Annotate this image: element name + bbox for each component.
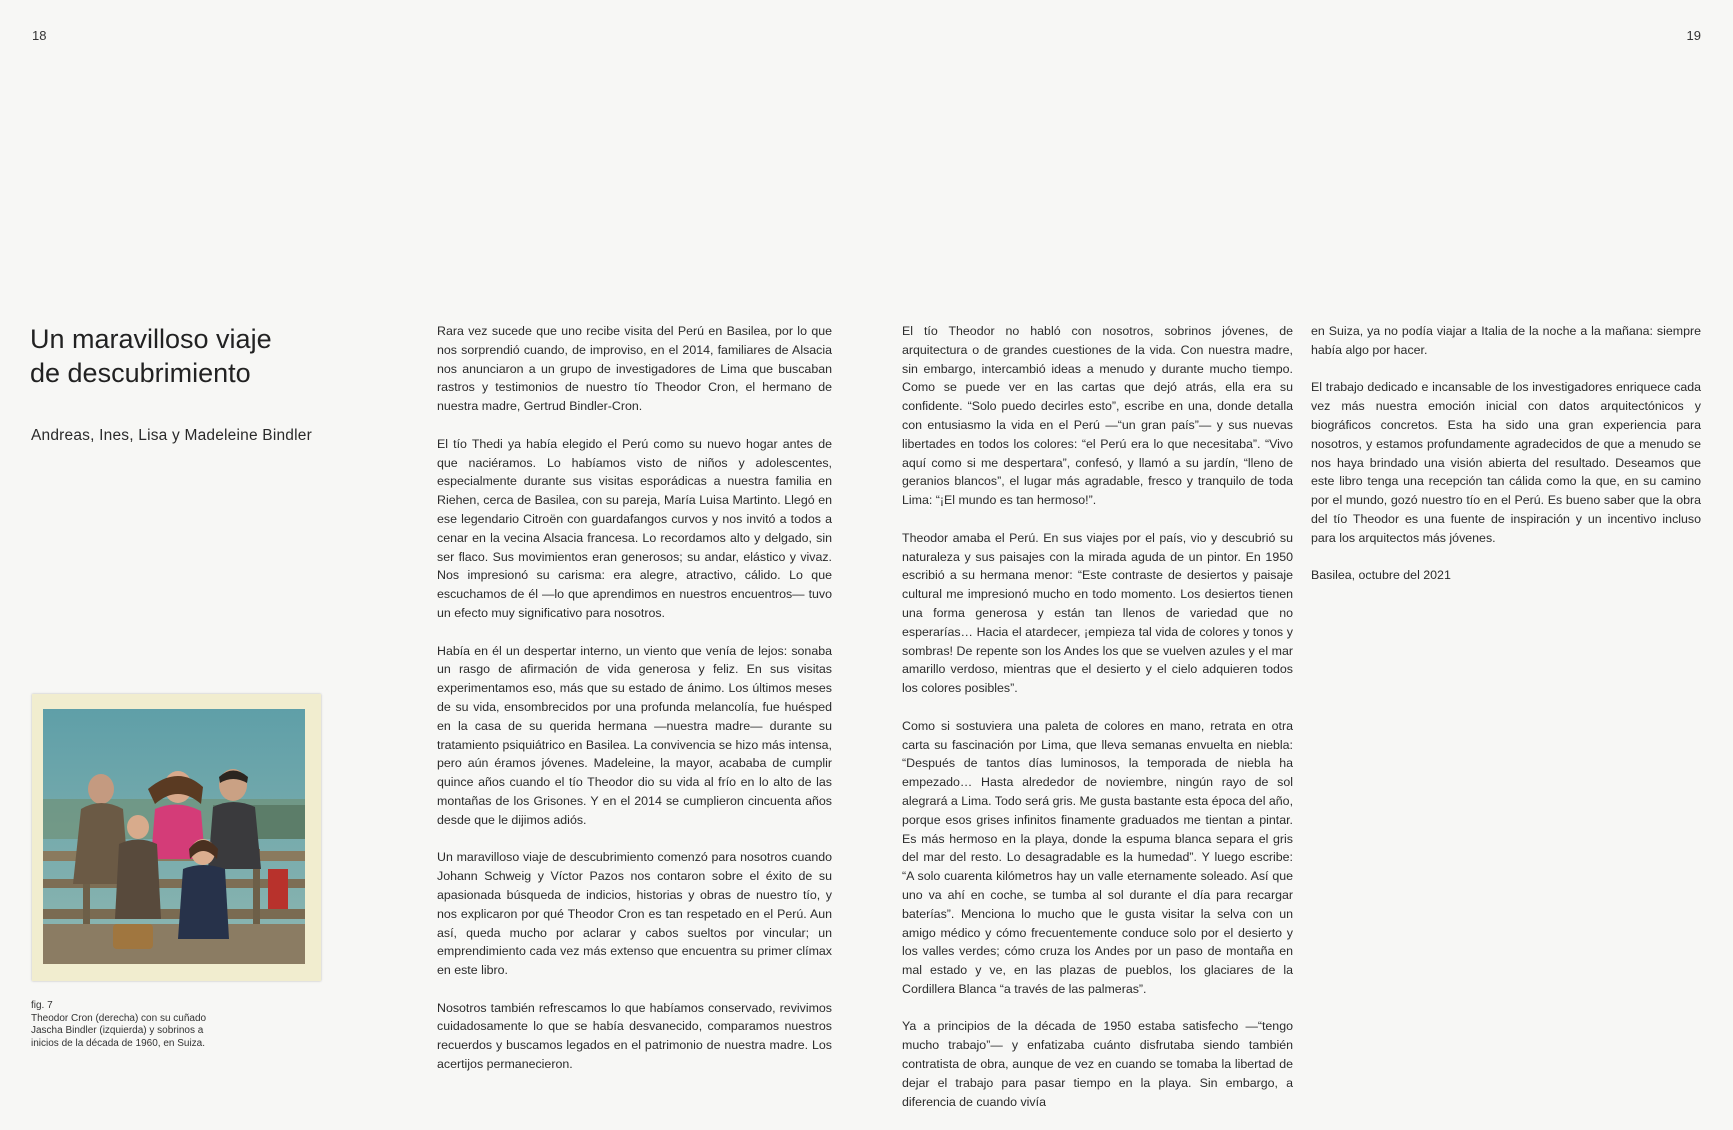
paragraph: Como si sostuviera una paleta de colores en mano, retrata en otra carta su fascinación por Lima, que lleva semanas envuelta en niebla: “Después de tantos días luminosos, la temporada de niebla ha empezado… Hasta alrededor de noviembre, ningún rayo de sol alegrará a Lima. Todo será gris. Me gusta bastante esta época del año, porque esos grises infinitos finamente graduados me tientan a pintar. Es más hermoso en la playa, donde la espuma blanca separa el gris del mar del resto. Lo desagradable es la humedad”. Y luego escribe: “A solo cuarenta kilómetros hay un valle eternamente soleado. Así que uno va ahí en coche, se tumba al sol durante el día para recargar baterías”. Menciona lo mucho que le gusta visitar la selva con un amigo médico y cómo frecuentemente conduce solo por el desierto y los valles verdes; cómo cruza los Andes por un paso de montaña en mal estado y ve, en las plazas de pueblos, los glaciares de la Cordillera Blanca “a través de las palmeras”. bbox=[902, 718, 1294, 996]
caption-line: Theodor Cron (derecha) con su cuñado bbox=[31, 1012, 207, 1024]
paragraph: El tío Thedi ya había elegido el Perú como su nuevo hogar antes de que naciéramos. Lo habíamos visto de niños y adolescentes, especialmente durante sus visitas esporádicas a nuestra familia en Riehen, cerca de Basilea, con su pareja, María Luisa Martinto. Llegó en ese legendario Citroën con guardafangos curvos y nos invitó a todos a cenar en la vecina Alsacia francesa. Lo recordamos alto y delgado, sin ser flaco. Sus movimientos eran generosos; su andar, elástico y vivaz. Nos impresionó su carisma: era alegre, atractivo, cálido. Lo que escuchamos de él —lo que aprendimos en nuestros encuentros— tuvo un efecto muy significativo para nosotros. bbox=[437, 436, 832, 620]
text-column-1 bbox=[437, 322, 832, 1093]
caption-line: inicios de la década de 1960, en Suiza. bbox=[31, 1037, 206, 1049]
text-column-2 bbox=[902, 322, 1293, 1130]
page-number-right: 19 bbox=[1686, 28, 1701, 43]
figure-label: fig. 7 bbox=[31, 1000, 53, 1011]
text-column-3 bbox=[1311, 322, 1701, 604]
paragraph: Ya a principios de la década de 1950 estaba satisfecho —“tengo mucho trabajo”— y enfatizaba cuánto disfrutaba siendo también contratista de obra, aunque de vez en cuando se tomaba la libertad de dejar el trabajo para pasar tiempo en la playa. Sin embargo, a diferencia de cuando vivía bbox=[902, 1019, 1293, 1109]
paragraph: Rara vez sucede que uno recibe visita del Perú en Basilea, por lo que nos sorprendió cuando, de improviso, en el 2014, familiares de Alsacia nos anunciaron a un grupo de investigadores de Lima que buscaban rastros y testimonios de nuestro tío Theodor Cron, el hermano de nuestra madre, Gertrud Bindler-Cron. bbox=[437, 324, 832, 414]
paragraph: en Suiza, ya no podía viajar a Italia de la noche a la mañana: siempre había algo por hacer. bbox=[1311, 324, 1701, 357]
authors: Andreas, Ines, Lisa y Madeleine Bindler bbox=[31, 427, 312, 444]
paragraph: El tío Theodor no habló con nosotros, sobrinos jóvenes, de arquitectura o de grandes cuestiones de la vida. Con nuestra madre, sin embargo, intercambió ideas a menudo y durante mucho tiempo. Como se puede ver en las cartas que dejó atrás, ella era su confidente. “Solo puedo decirles esto”, escribe en una, donde detalla con entusiasmo la vida en el Perú —“un gran país”— y sus nuevas libertades en todos los colores: “el Perú era lo que necesitaba”. “Vivo aquí como si me despertara”, confesó, y llamó a su jardín, “lleno de geranios blancos”, el lugar más agradable, fresco y tranquilo de toda Lima: “¡El mundo es tan hermoso!”. bbox=[902, 324, 1293, 508]
caption-line: Jascha Bindler (izquierda) y sobrinos a bbox=[31, 1025, 204, 1036]
signoff: Basilea, octubre del 2021 bbox=[1311, 568, 1451, 583]
paragraph: Había en él un despertar interno, un viento que venía de lejos: sonaba un rasgo de afirmación de vida generosa y feliz. En sus visitas experimentamos eso, más que su estado de ánimo. Los últimos meses de su vida, ensombrecidos por una profunda melancolía, fue huésped en la casa de su querida hermana —nuestra madre— durante su tratamiento psiquiátrico en Basilea. La convivencia se hizo más intensa, pero aún éramos jóvenes. Madeleine, la mayor, acababa de cumplir quince años cuando el tío Theodor dio su vida al frío en lo alto de las montañas de los Grisones. Y en el 2014 se cumplieron cincuenta años desde que le dijimos adiós. bbox=[437, 643, 832, 827]
paragraph: Nosotros también refrescamos lo que habíamos conservado, revivimos cuidadosamente lo que se había desvanecido, comparamos nuestros recuerdos y buscamos legados en el patrimonio de nuestra madre. Los acertijos permanecieron. bbox=[437, 1000, 832, 1072]
paragraph: Theodor amaba el Perú. En sus viajes por el país, vio y descubrió su naturaleza y sus paisajes con la mirada aguda de un pintor. En 1950 escribió a su hermana menor: “Este contraste de desiertos y paisaje cultural me impresionó mucho en todo momento. Los desiertos tienen una forma generosa y están tan llenos de variedad que no esperarías… Hacia el atardecer, ¡empieza tal vida de colores y tonos y sombras! De repente son los Andes los que se vuelven azules y el mar amarillo verdoso, mientras que el desierto y el cielo adquieren todos los colores posibles”. bbox=[902, 530, 1293, 696]
chapter-title bbox=[30, 322, 360, 390]
page-number-left: 18 bbox=[32, 28, 47, 43]
photo-frame bbox=[32, 694, 321, 981]
figure-caption bbox=[31, 1000, 231, 1050]
chapter-title-line-2: de descubrimiento bbox=[30, 358, 251, 388]
chapter-title-line-1: Un maravilloso viaje bbox=[30, 324, 272, 354]
family-photo bbox=[43, 709, 305, 964]
paragraph: El trabajo dedicado e incansable de los investigadores enriquece cada vez más nuestra emoción inicial con datos arquitectónicos y biográficos concretos. Esta ha sido una gran experiencia para nosotros, y estamos profundamente agradecidos de que a menudo se nos haya brindado una visión abierta del resultado. Deseamos que este libro tenga una recepción tan cálida como la que, en su camino por el mundo, gozó nuestro tío en el Perú. Es bueno saber que la obra del tío Theodor es una fuente de inspiración y un incentivo incluso para los arquitectos más jóvenes. bbox=[1311, 380, 1701, 545]
paragraph: Un maravilloso viaje de descubrimiento comenzó para nosotros cuando Johann Schweig y Víctor Pazos nos contaron sobre el éxito de su apasionada búsqueda de indicios, historias y obras de nuestro tío, y nos explicaron por qué Theodor Cron es tan respetado en el Perú. Aun así, queda mucho por aclarar y cabos sueltos por vincular; un emprendimiento cada vez más extenso que encuentra su primer clímax en este libro. bbox=[437, 850, 832, 978]
